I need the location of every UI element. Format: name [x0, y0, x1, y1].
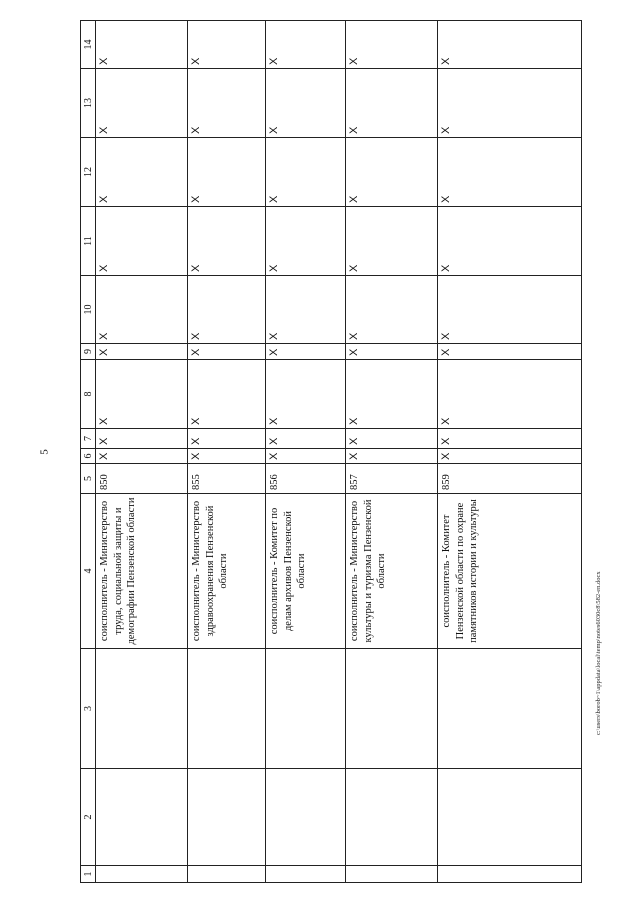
- column-number: 7: [81, 429, 96, 449]
- mark-cell: X: [188, 360, 266, 429]
- table-cell-empty: [96, 649, 188, 769]
- mark-cell: X: [346, 276, 438, 344]
- table-cell-empty: [96, 866, 188, 883]
- table-cell-empty: [96, 769, 188, 866]
- column-number: 8: [81, 360, 96, 429]
- column-number: 1: [81, 866, 96, 883]
- mark-cell: X: [96, 360, 188, 429]
- column-number: 14: [81, 21, 96, 69]
- mark-cell: X: [438, 429, 582, 449]
- mark-cell: X: [266, 69, 346, 138]
- column-number: 4: [81, 494, 96, 649]
- column-number: 10: [81, 276, 96, 344]
- table-row: [346, 21, 438, 883]
- mark-cell: X: [438, 21, 582, 69]
- column-number: 3: [81, 649, 96, 769]
- mark-cell: X: [96, 344, 188, 360]
- mark-cell: X: [266, 360, 346, 429]
- table-cell-empty: [266, 769, 346, 866]
- mark-cell: X: [346, 21, 438, 69]
- mark-cell: X: [438, 360, 582, 429]
- table-row: [438, 21, 582, 883]
- code-cell: 859: [438, 464, 582, 494]
- mark-cell: X: [96, 429, 188, 449]
- mark-cell: X: [266, 449, 346, 464]
- table-cell-empty: [266, 649, 346, 769]
- column-number: 6: [81, 449, 96, 464]
- mark-cell: X: [438, 138, 582, 207]
- table-row: [266, 21, 346, 883]
- mark-cell: X: [188, 449, 266, 464]
- table-cell-empty: [188, 649, 266, 769]
- column-number: 9: [81, 344, 96, 360]
- mark-cell: X: [346, 138, 438, 207]
- mark-cell: X: [266, 207, 346, 276]
- table-cell-empty: [438, 866, 582, 883]
- table-cell-empty: [346, 769, 438, 866]
- mark-cell: X: [438, 69, 582, 138]
- mark-cell: X: [346, 429, 438, 449]
- mark-cell: X: [96, 69, 188, 138]
- budget-table: [80, 20, 582, 883]
- table-row: [188, 21, 266, 883]
- column-number: 13: [81, 69, 96, 138]
- table-cell-empty: [188, 866, 266, 883]
- executor-name-cell: соисполнитель - Министерство труда, социальной защиты и демографии Пензенской области: [96, 494, 188, 649]
- mark-cell: X: [438, 276, 582, 344]
- column-number-row: [81, 21, 96, 883]
- rotated-table-container: [80, 21, 580, 883]
- code-cell: 850: [96, 464, 188, 494]
- mark-cell: X: [188, 21, 266, 69]
- mark-cell: X: [438, 344, 582, 360]
- table-cell-empty: [438, 649, 582, 769]
- mark-cell: X: [346, 360, 438, 429]
- executor-name-cell: соисполнитель - Комитет Пензенской области по охране памятников истории и культуры: [438, 494, 582, 649]
- column-number: 2: [81, 769, 96, 866]
- mark-cell: X: [346, 344, 438, 360]
- mark-cell: X: [438, 449, 582, 464]
- mark-cell: X: [266, 138, 346, 207]
- footer-file-path: c:\users\borob~1\appdata\local\temp\notes6030c8\582-en.docx: [595, 571, 602, 735]
- column-number: 11: [81, 207, 96, 276]
- mark-cell: X: [346, 69, 438, 138]
- mark-cell: X: [266, 21, 346, 69]
- mark-cell: X: [188, 138, 266, 207]
- page-number: 5: [38, 449, 51, 455]
- mark-cell: X: [266, 344, 346, 360]
- code-cell: 856: [266, 464, 346, 494]
- column-number: 5: [81, 464, 96, 494]
- table-cell-empty: [266, 866, 346, 883]
- mark-cell: X: [96, 207, 188, 276]
- table-cell-empty: [346, 866, 438, 883]
- mark-cell: X: [96, 276, 188, 344]
- mark-cell: X: [346, 449, 438, 464]
- mark-cell: X: [266, 429, 346, 449]
- column-number: 12: [81, 138, 96, 207]
- table-cell-empty: [188, 769, 266, 866]
- mark-cell: X: [438, 207, 582, 276]
- mark-cell: X: [346, 207, 438, 276]
- code-cell: 857: [346, 464, 438, 494]
- mark-cell: X: [96, 449, 188, 464]
- executor-name-cell: соисполнитель - Министерство здравоохранения Пензенской области: [188, 494, 266, 649]
- executor-name-cell: соисполнитель - Министерство культуры и туризма Пензенской области: [346, 494, 438, 649]
- mark-cell: X: [96, 138, 188, 207]
- executor-name-cell: соисполнитель - Комитет по делам архивов Пензенской области: [266, 494, 346, 649]
- mark-cell: X: [266, 276, 346, 344]
- mark-cell: X: [96, 21, 188, 69]
- mark-cell: X: [188, 69, 266, 138]
- mark-cell: X: [188, 207, 266, 276]
- mark-cell: X: [188, 276, 266, 344]
- table-row: [96, 21, 188, 883]
- mark-cell: X: [188, 429, 266, 449]
- table-cell-empty: [346, 649, 438, 769]
- mark-cell: X: [188, 344, 266, 360]
- table-cell-empty: [438, 769, 582, 866]
- code-cell: 855: [188, 464, 266, 494]
